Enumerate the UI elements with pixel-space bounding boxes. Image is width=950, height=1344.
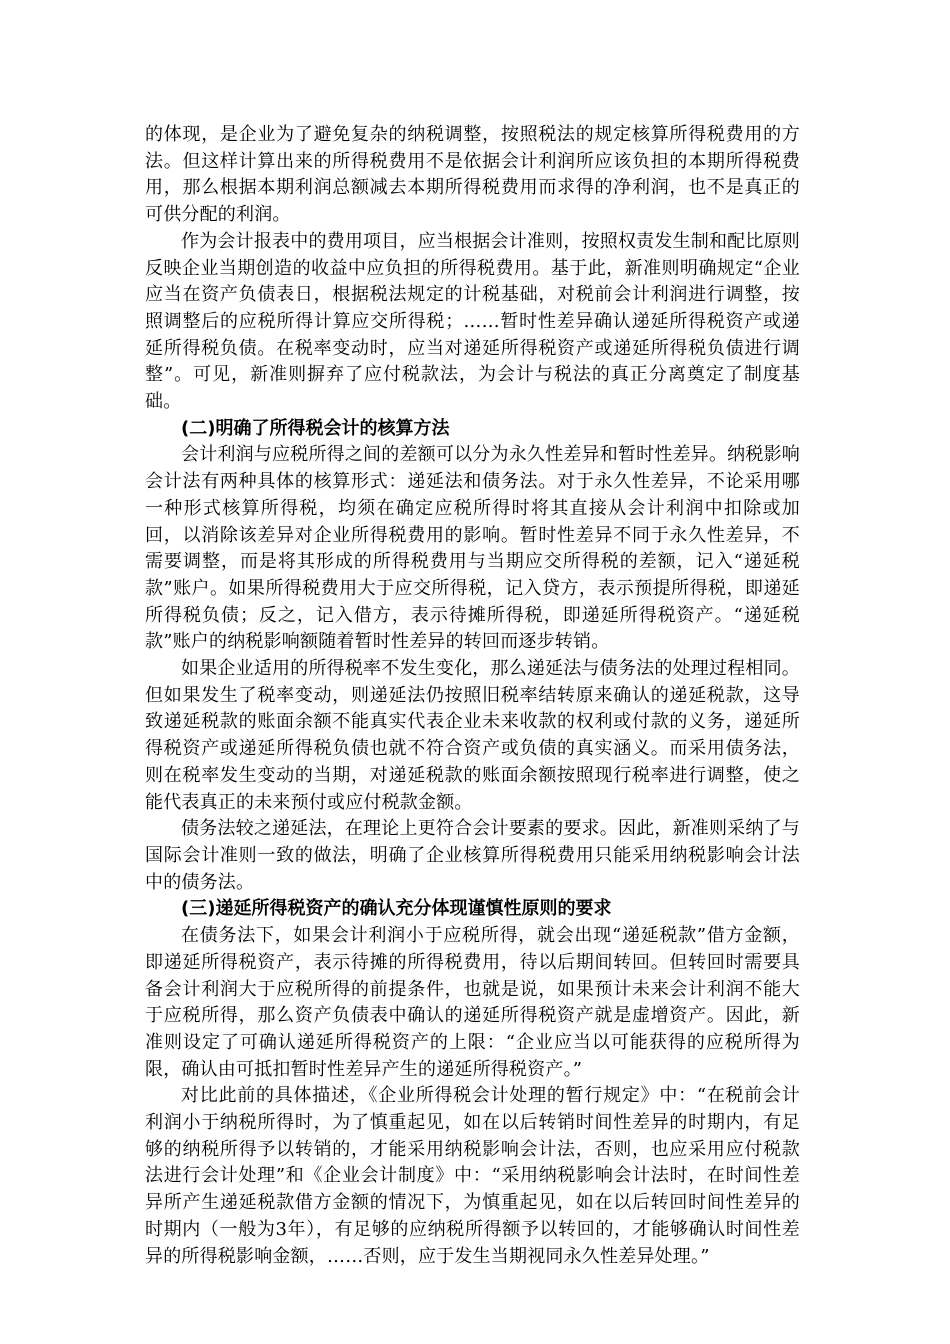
paragraph-3: 会计利润与应税所得之间的差额可以分为永久性差异和暂时性差异。纳税影响会计法有两种具体的核算形式：递延法和债务法。对于永久性差异，不论采用哪一种形式核算所得税，均须在确定应税所得时将其直接从会计利润中扣除或加回，以消除该差异对企业所得税费用的影响。暂时性差异不同于永久性差异，不需要调整，而是将其形成的所得税费用与当期应交所得税的差额，记入“递延税款”账户。如果所得税费用大于应交所得税，记入贷方，表示预提所得税，即递延所得税负债；反之，记入借方，表示待摊所得税，即递延所得税资产。“递延税款”账户的纳税影响额随着暂时性差异的转回而逐步转销。 [145,444,800,653]
paragraph-5: 债务法较之递延法，在理论上更符合会计要素的要求。因此，新准则采纳了与国际会计准则一致的做法，明确了企业核算所得税费用只能采用纳税影响会计法中的债务法。 [145,818,800,893]
paragraph-1: 的体现，是企业为了避免复杂的纳税调整，按照税法的规定核算所得税费用的方法。但这样计算出来的所得税费用不是依据会计利润所应该负担的本期所得税费用，那么根据本期利润总额减去本期所得税费用而求得的净利润，也不是真正的可供分配的利润。 [145,124,800,226]
section-heading-3: (三)递延所得税资产的确认充分体现谨慎性原则的要求 [181,898,612,920]
document-body [145,122,800,1270]
paragraph-2: 作为会计报表中的费用项目，应当根据会计准则，按照权责发生制和配比原则反映企业当期创造的收益中应负担的所得税费用。基于此，新准则明确规定“企业应当在资产负债表日，根据税法规定的计税基础，对税前会计利润进行调整，按照调整后的应税所得计算应交所得税；……暂时性差异确认递延所得税资产或递延所得税负债。在税率变动时，应当对递延所得税资产或递延所得税负债进行调整”。可见，新准则摒弃了应付税款法，为会计与税法的真正分离奠定了制度基础。 [145,230,800,413]
paragraph-4: 如果企业适用的所得税率不发生变化，那么递延法与债务法的处理过程相同。但如果发生了税率变动，则递延法仍按照旧税率结转原来确认的递延税款，这导致递延税款的账面余额不能真实代表企业未来收款的权利或付款的义务，递延所得税资产或递延所得税负债也就不符合资产或负债的真实涵义。而采用债务法，则在税率发生变动的当期，对递延税款的账面余额按照现行税率进行调整，使之能代表真正的未来预付或应付税款金额。 [145,658,800,813]
paragraph-6: 在债务法下，如果会计利润小于应税所得，就会出现“递延税款”借方金额，即递延所得税资产，表示待摊的所得税费用，待以后期间转回。但转回时需要具备会计利润大于应税所得的前提条件，也就是说，如果预计未来会计利润不能大于应税所得，那么资产负债表中确认的递延所得税资产就是虚增资产。因此，新准则设定了可确认递延所得税资产的上限：“企业应当以可能获得的应税所得为限，确认由可抵扣暂时性差异产生的递延所得税资产。” [145,925,800,1080]
section-heading-2: (二)明确了所得税会计的核算方法 [181,417,450,439]
paragraph-7: 对比此前的具体描述，《企业所得税会计处理的暂行规定》中：“在税前会计利润小于纳税所得时，为了慎重起见，如在以后转销时间性差异的时期内，有足够的纳税所得予以转销的，才能采用纳税影响会计法，否则，也应采用应付税款法进行会计处理”和《企业会计制度》中：“采用纳税影响会计法时，在时间性差异所产生递延税款借方金额的情况下，为慎重起见，如在以后转回时间性差异的时期内（一般为3年），有足够的应纳税所得额予以转回的，才能够确认时间性差异的所得税影响金额，……否则，应于发生当期视同永久性差异处理。” [145,1085,800,1267]
